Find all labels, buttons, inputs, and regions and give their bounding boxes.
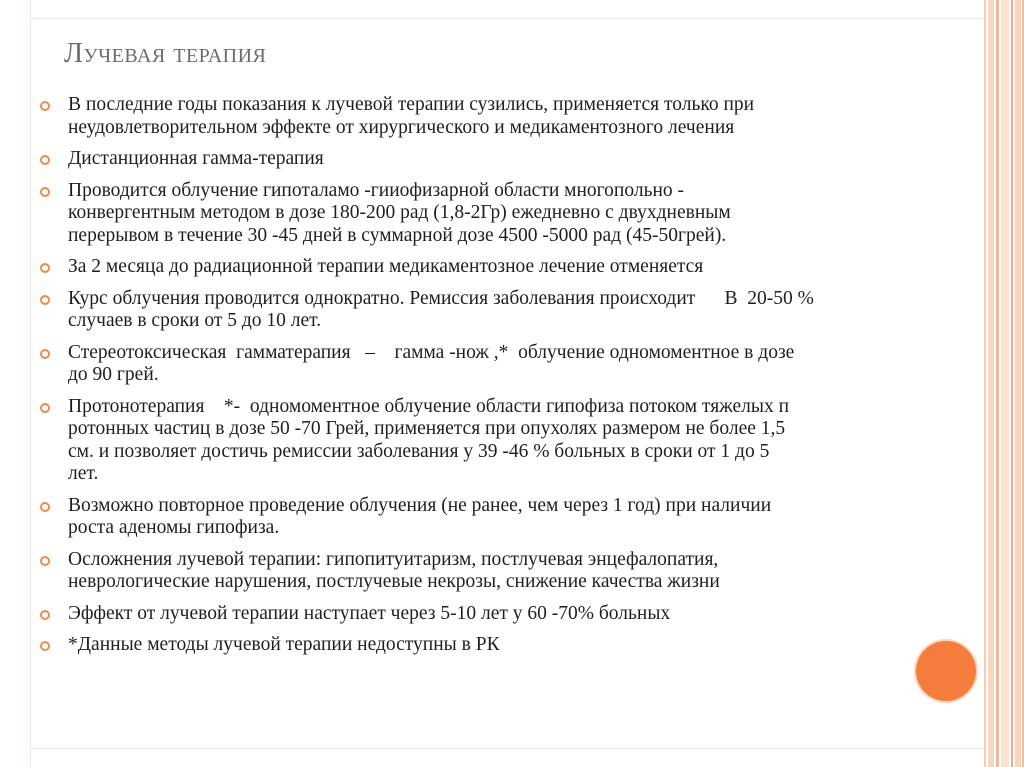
bullet-item xyxy=(40,342,985,387)
bullet-text-line: Курс облучения проводится однократно. Ремиссия заболевания происходит В 20-50 % xyxy=(68,287,814,309)
stripe xyxy=(1015,0,1021,767)
bullet-text-line: ротонных частиц в дозе 50 -70 Грей, применяется при опухолях размером не более 1,5 xyxy=(68,418,786,439)
frame-left-line xyxy=(30,0,31,767)
bullet-text-line: Возможно повторное проведение облучения (не ранее, чем через 1 год) при наличии xyxy=(68,494,772,516)
bullet-text-line: Проводится облучение гипоталамо -гииофизарной области многопольно - xyxy=(68,179,685,201)
stripe xyxy=(988,0,994,767)
bullet-item xyxy=(40,94,985,139)
bullet-circle-icon xyxy=(40,641,50,651)
bullet-text-line: Дистанционная гамма-терапия xyxy=(68,148,324,169)
bullet-circle-icon xyxy=(40,502,50,512)
bullet-circle-icon xyxy=(40,610,50,620)
bullet-circle-icon xyxy=(40,349,50,359)
frame-bottom-line xyxy=(30,748,985,749)
bullet-text-line: см. и позволяет достичь ремиссии заболевания у 39 -46 % больных в сроки от 1 до 5 xyxy=(68,440,770,462)
bullet-text-line: За 2 месяца до радиационной терапии медикаментозное лечение отменяется xyxy=(68,256,704,277)
bullet-item xyxy=(40,634,985,657)
bullet-text-line: Эффект от лучевой терапии наступает через 5-10 лет у 60 -70% больных xyxy=(68,602,671,624)
bullet-text-line: Стереотоксическая гамматерапия – гамма -нож ,* облучение одномоментное в дозе xyxy=(68,341,795,363)
frame-top-line xyxy=(30,18,985,19)
bullet-circle-icon xyxy=(40,403,50,413)
decorative-circle-icon xyxy=(916,641,976,701)
bullet-circle-icon xyxy=(40,263,50,273)
decorative-stripes xyxy=(984,0,1024,767)
bullet-text-line: Протонотерапия *- одномоментное облучение области гипофиза потоком тяжелых п xyxy=(68,395,790,417)
bullet-item xyxy=(40,288,985,333)
bullet-text-line: конвергентным методом в дозе 180-200 рад (1,8-2Гр) ежедневно с двухдневным xyxy=(68,202,731,223)
stripe xyxy=(1001,0,1009,767)
bullet-item xyxy=(40,256,985,279)
bullet-circle-icon xyxy=(40,295,50,305)
slide-title: Лучевая терапия xyxy=(64,38,267,69)
stripe xyxy=(1011,0,1013,767)
bullet-circle-icon xyxy=(40,155,50,165)
bullet-text-line: роста аденомы гипофиза. xyxy=(68,517,280,538)
bullet-text-line: лет. xyxy=(68,463,99,484)
bullet-text-line: до 90 грей. xyxy=(68,364,159,385)
bullet-item xyxy=(40,148,985,171)
bullet-text-line: неврологические нарушения, постлучевые некрозы, снижение качества жизни xyxy=(68,571,720,592)
bullet-item xyxy=(40,603,985,626)
bullet-text-line: случаев в сроки от 5 до 10 лет. xyxy=(68,310,322,331)
bullet-circle-icon xyxy=(40,101,50,111)
bullet-text-line: Осложнения лучевой терапии: гипопитуитаризм, постлучевая энцефалопатия, xyxy=(68,548,719,570)
bullet-text-line: перерывом в течение 30 -45 дней в суммарной дозе 4500 -5000 рад (45-50грей). xyxy=(68,224,727,246)
bullet-circle-icon xyxy=(40,187,50,197)
bullet-item xyxy=(40,495,985,540)
bullet-item xyxy=(40,180,985,248)
stripe xyxy=(996,0,999,767)
bullet-item xyxy=(40,549,985,594)
bullet-text-line: *Данные методы лучевой терапии недоступны в РК xyxy=(68,634,500,655)
bullet-text-line: В последние годы показания к лучевой терапии сузились, применяется только при xyxy=(68,94,755,115)
bullet-text-line: неудовлетворительном эффекте от хирургического и медикаментозного лечения xyxy=(68,116,735,138)
bullet-circle-icon xyxy=(40,556,50,566)
bullet-item xyxy=(40,396,985,486)
bullet-list xyxy=(40,94,985,666)
